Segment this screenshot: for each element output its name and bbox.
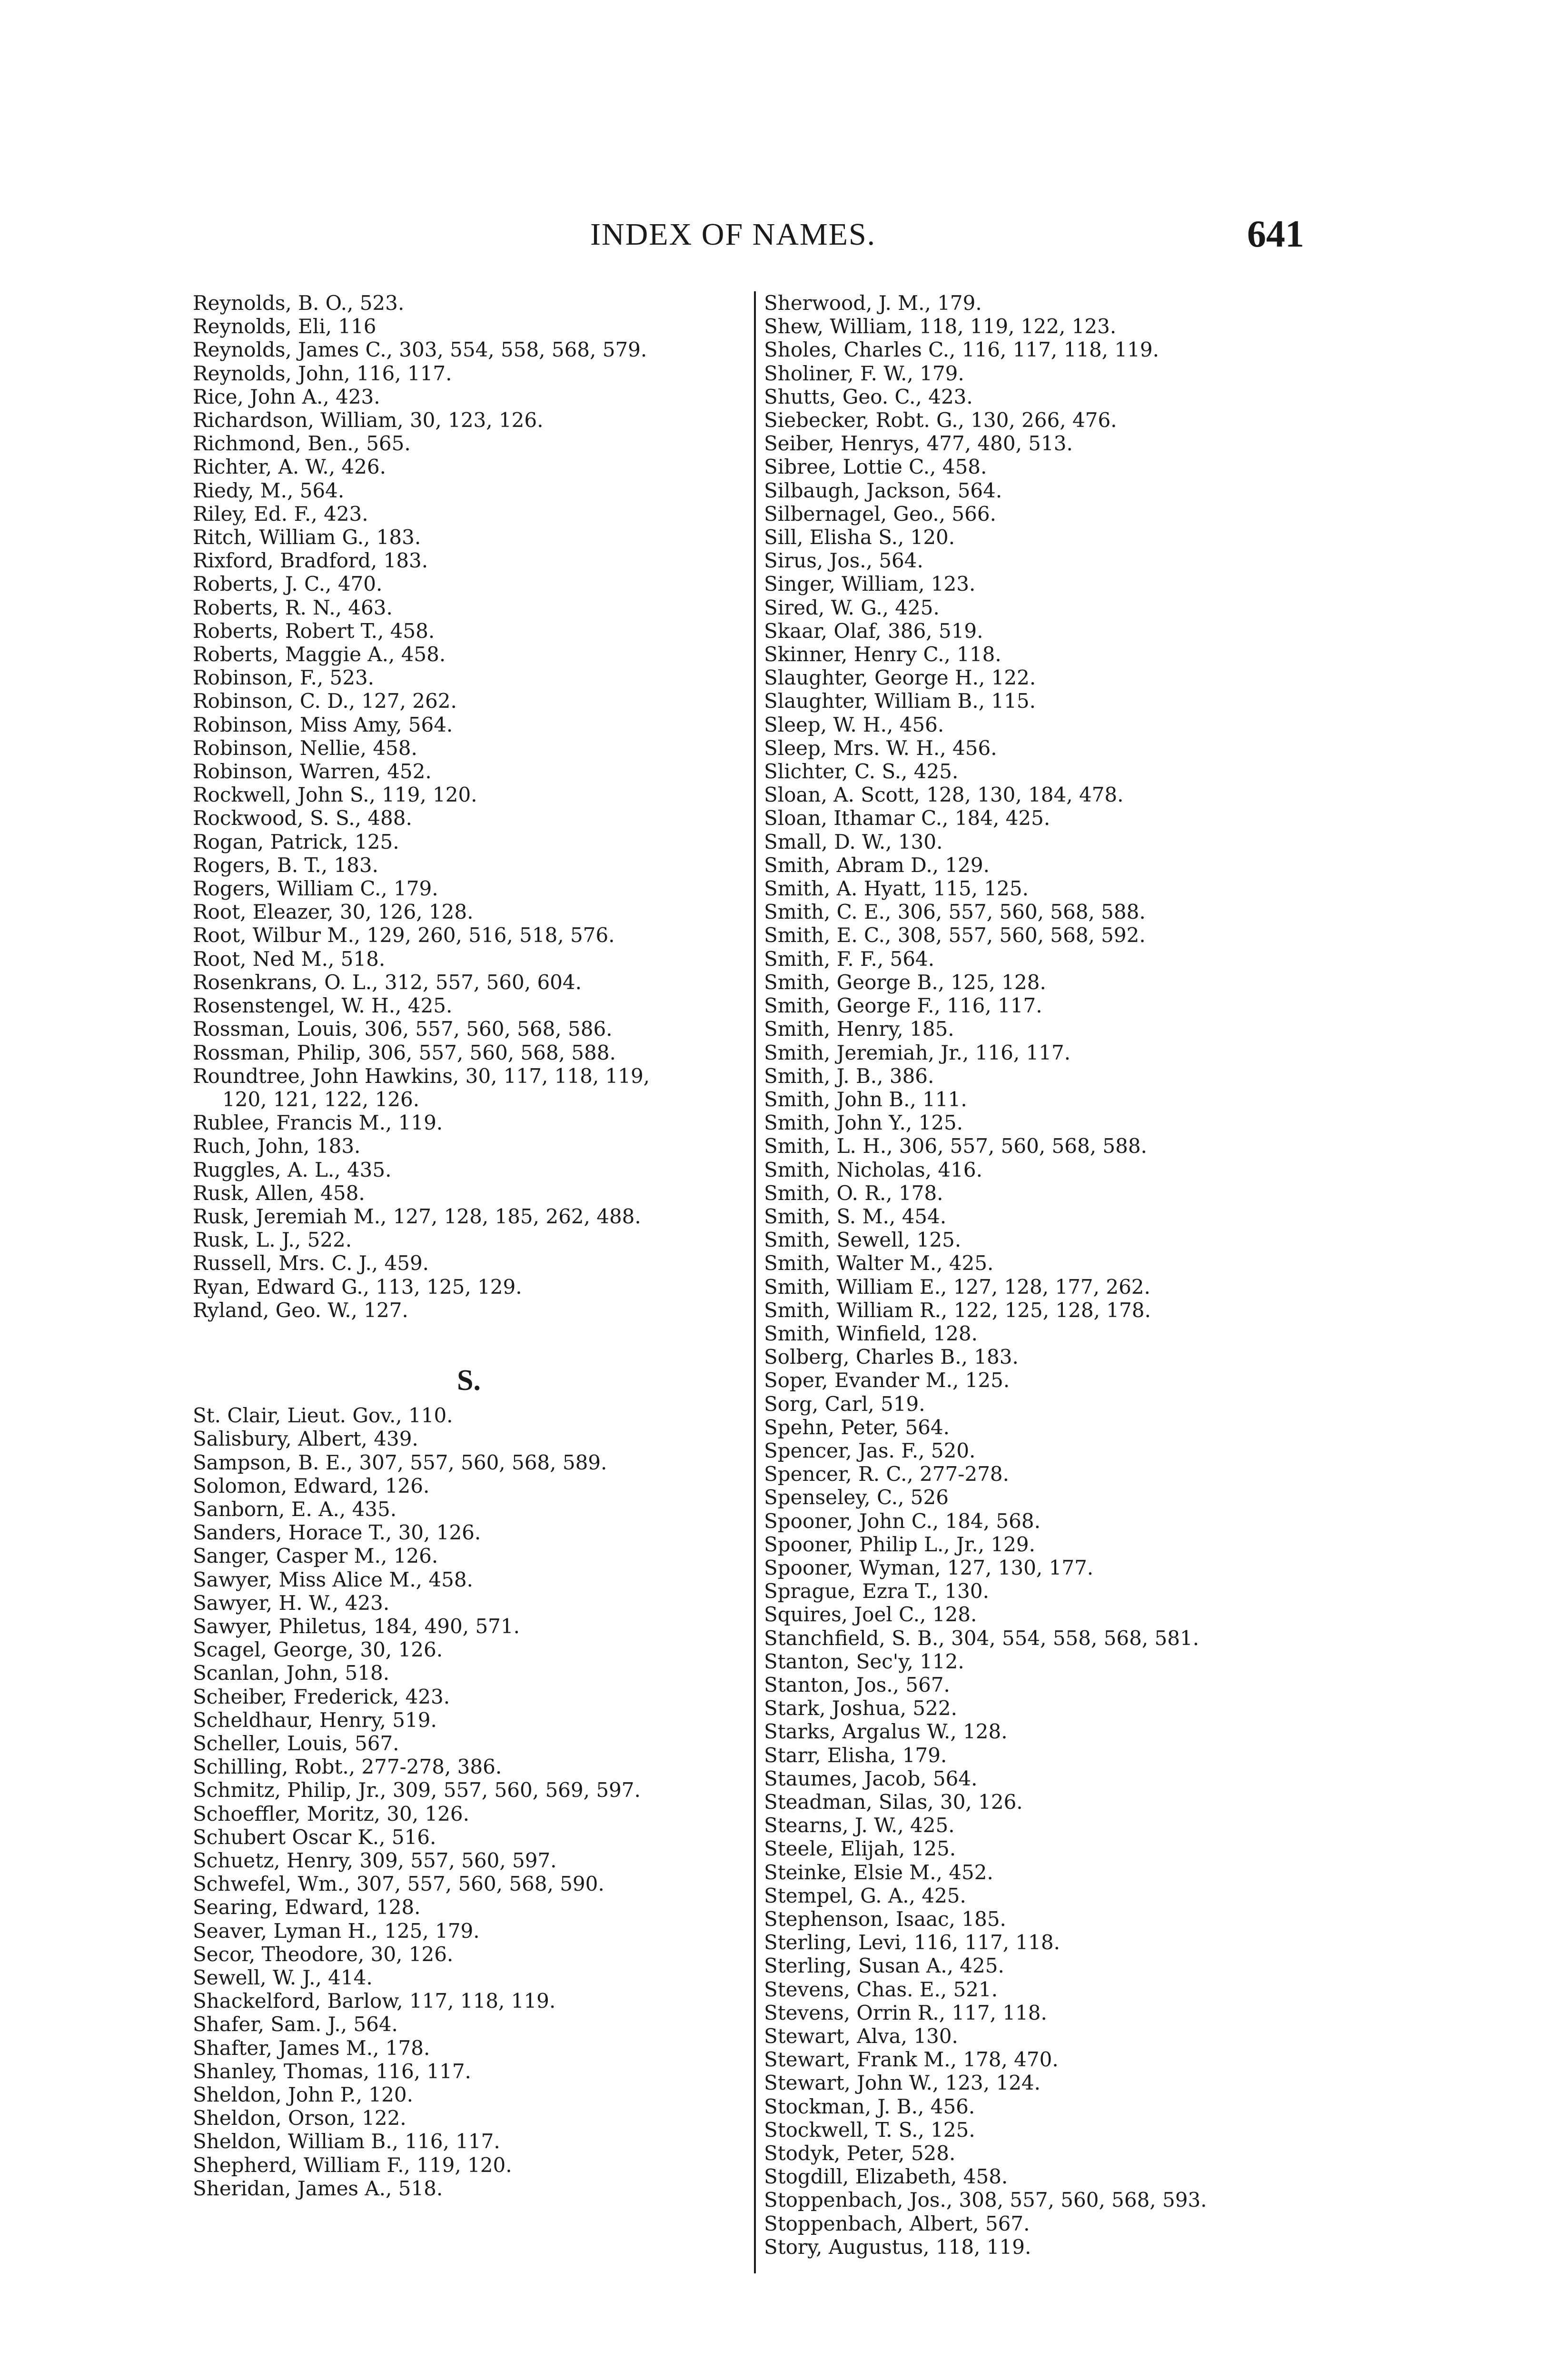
index-entry: Spooner, Wyman, 127, 130, 177. — [764, 1556, 1094, 1579]
index-entry: Schuetz, Henry, 309, 557, 560, 597. — [193, 1848, 557, 1872]
index-entry: Rogers, William C., 179. — [193, 877, 438, 901]
index-entry: Sloan, Ithamar C., 184, 425. — [764, 806, 1050, 830]
index-entry: Slaughter, George H., 122. — [764, 666, 1036, 690]
section-letter-heading: S. — [457, 1364, 481, 1397]
index-entry: Siebecker, Robt. G., 130, 266, 476. — [764, 408, 1117, 432]
index-list-right — [764, 291, 1335, 2259]
index-entry: Rockwell, John S., 119, 120. — [193, 783, 477, 807]
index-entry: Smith, C. E., 306, 557, 560, 568, 588. — [764, 900, 1146, 924]
column-divider — [754, 291, 756, 2273]
index-entry: Rusk, Jeremiah M., 127, 128, 185, 262, 488. — [193, 1204, 641, 1228]
index-entry: Stoppenbach, Jos., 308, 557, 560, 568, 593. — [764, 2188, 1207, 2212]
index-entry: Salisbury, Albert, 439. — [193, 1427, 418, 1451]
index-entry: Scagel, George, 30, 126. — [193, 1638, 443, 1662]
index-entry: Singer, William, 123. — [764, 572, 976, 596]
index-entry: Roberts, Robert T., 458. — [193, 619, 435, 643]
index-entry: Schubert Oscar K., 516. — [193, 1825, 436, 1849]
index-entry: Ryan, Edward G., 113, 125, 129. — [193, 1275, 522, 1299]
index-entry: Starks, Argalus W., 128. — [764, 1720, 1008, 1744]
index-entry: Rossman, Philip, 306, 557, 560, 568, 588. — [193, 1041, 616, 1064]
index-entry: Roundtree, John Hawkins, 30, 117, 118, 119, — [193, 1064, 650, 1088]
index-entry: Sterling, Levi, 116, 117, 118. — [764, 1931, 1060, 1954]
index-entry: Steele, Elijah, 125. — [764, 1837, 956, 1861]
index-entry: Sorg, Carl, 519. — [764, 1392, 925, 1416]
index-entry: Smith, George B., 125, 128. — [764, 970, 1046, 994]
index-entry: Stewart, John W., 123, 124. — [764, 2071, 1041, 2095]
index-entry: Stempel, G. A., 425. — [764, 1884, 966, 1907]
index-entry: Sleep, W. H., 456. — [764, 713, 944, 736]
index-entry: Sloan, A. Scott, 128, 130, 184, 478. — [764, 783, 1124, 807]
index-entry: Scheiber, Frederick, 423. — [193, 1685, 450, 1708]
index-entry: Stockman, J. B., 456. — [764, 2094, 975, 2118]
index-entry: Squires, Joel C., 128. — [764, 1603, 977, 1626]
index-column-left — [193, 291, 764, 2200]
index-entry: Shafer, Sam. J., 564. — [193, 2013, 398, 2036]
index-entry: Reynolds, John, 116, 117. — [193, 361, 452, 385]
index-entry: Spehn, Peter, 564. — [764, 1415, 950, 1439]
index-entry: Roberts, R. N., 463. — [193, 595, 393, 619]
index-entry: Smith, John B., 111. — [764, 1087, 967, 1111]
index-entry: Riedy, M., 564. — [193, 478, 345, 502]
index-entry: Silbernagel, Geo., 566. — [764, 502, 996, 526]
index-entry: Spencer, R. C., 277-278. — [764, 1462, 1009, 1486]
running-header — [590, 213, 1304, 269]
index-entry: Smith, L. H., 306, 557, 560, 568, 588. — [764, 1134, 1147, 1158]
index-entry: Smith, A. Hyatt, 115, 125. — [764, 877, 1029, 901]
index-entry: Smith, Henry, 185. — [764, 1017, 954, 1041]
index-entry: Sanders, Horace T., 30, 126. — [193, 1521, 481, 1545]
index-entry: Sholes, Charles C., 116, 117, 118, 119. — [764, 338, 1159, 362]
index-entry: Smith, Sewell, 125. — [764, 1228, 961, 1252]
index-entry: Spooner, John C., 184, 568. — [764, 1509, 1041, 1533]
index-entry: Smith, Abram D., 129. — [764, 853, 990, 877]
index-entry: Smith, O. R., 178. — [764, 1181, 943, 1205]
index-entry: Roberts, J. C., 470. — [193, 572, 383, 596]
index-entry: Sheldon, Orson, 122. — [193, 2106, 406, 2130]
page-title: INDEX OF NAMES. — [590, 217, 876, 252]
index-entry: Steinke, Elsie M., 452. — [764, 1860, 993, 1884]
index-entry: Rusk, Allen, 458. — [193, 1181, 365, 1205]
index-list-s — [193, 1404, 764, 2200]
index-entry: St. Clair, Lieut. Gov., 110. — [193, 1404, 453, 1428]
index-entry: 120, 121, 122, 126. — [222, 1087, 420, 1111]
index-entry: Smith, William E., 127, 128, 177, 262. — [764, 1275, 1150, 1299]
index-entry: Sheldon, William B., 116, 117. — [193, 2130, 500, 2153]
index-entry: Sherwood, J. M., 179. — [764, 291, 982, 315]
index-entry: Rogers, B. T., 183. — [193, 853, 378, 877]
index-entry: Reynolds, B. O., 523. — [193, 291, 405, 315]
index-list-r — [193, 291, 764, 1322]
index-entry: Riley, Ed. F., 423. — [193, 502, 368, 526]
index-entry: Sheridan, James A., 518. — [193, 2176, 443, 2200]
index-entry: Scheldhaur, Henry, 519. — [193, 1708, 437, 1732]
index-entry: Sleep, Mrs. W. H., 456. — [764, 736, 997, 760]
index-entry: Sanger, Casper M., 126. — [193, 1544, 438, 1568]
index-entry: Rice, John A., 423. — [193, 385, 380, 408]
index-entry: Root, Eleazer, 30, 126, 128. — [193, 900, 474, 924]
index-entry: Ryland, Geo. W., 127. — [193, 1298, 408, 1322]
index-entry: Schilling, Robt., 277-278, 386. — [193, 1755, 502, 1779]
index-entry: Starr, Elisha, 179. — [764, 1743, 947, 1767]
index-entry: Stanton, Jos., 567. — [764, 1673, 950, 1696]
index-entry: Ritch, William G., 183. — [193, 526, 421, 549]
index-entry: Steadman, Silas, 30, 126. — [764, 1790, 1023, 1814]
index-entry: Stewart, Alva, 130. — [764, 2024, 958, 2048]
index-entry: Small, D. W., 130. — [764, 830, 943, 853]
index-entry: Shackelford, Barlow, 117, 118, 119. — [193, 1989, 556, 2013]
index-entry: Root, Wilbur M., 129, 260, 516, 518, 576. — [193, 923, 615, 947]
index-entry: Stockwell, T. S., 125. — [764, 2118, 975, 2142]
index-entry: Sired, W. G., 425. — [764, 595, 940, 619]
index-entry: Sawyer, Philetus, 184, 490, 571. — [193, 1614, 520, 1638]
index-entry: Reynolds, James C., 303, 554, 558, 568, 579. — [193, 338, 647, 362]
index-entry: Robinson, Miss Amy, 564. — [193, 713, 453, 736]
index-entry: Root, Ned M., 518. — [193, 947, 386, 971]
index-entry: Silbaugh, Jackson, 564. — [764, 478, 1002, 502]
index-entry: Stodyk, Peter, 528. — [764, 2142, 956, 2165]
index-entry: Rusk, L. J., 522. — [193, 1228, 352, 1252]
index-entry: Stanton, Sec'y, 112. — [764, 1649, 964, 1673]
index-entry: Stearns, J. W., 425. — [764, 1814, 955, 1837]
index-entry: Solberg, Charles B., 183. — [764, 1345, 1019, 1369]
index-entry: Sewell, W. J., 414. — [193, 1966, 373, 1989]
index-entry: Stewart, Frank M., 178, 470. — [764, 2048, 1059, 2072]
index-entry: Sprague, Ezra T., 130. — [764, 1579, 989, 1603]
index-entry: Richmond, Ben., 565. — [193, 432, 411, 456]
index-column-right — [764, 291, 1335, 2259]
index-entry: Ruch, John, 183. — [193, 1134, 361, 1158]
index-entry: Stanchfield, S. B., 304, 554, 558, 568, 581. — [764, 1626, 1199, 1650]
index-entry: Sawyer, Miss Alice M., 458. — [193, 1567, 473, 1591]
index-entry: Skaar, Olaf, 386, 519. — [764, 619, 983, 643]
index-entry: Shew, William, 118, 119, 122, 123. — [764, 315, 1117, 338]
index-entry: Shanley, Thomas, 116, 117. — [193, 2059, 471, 2083]
index-entry: Schoeffler, Moritz, 30, 126. — [193, 1802, 469, 1825]
index-entry: Smith, Nicholas, 416. — [764, 1158, 982, 1181]
index-entry: Russell, Mrs. C. J., 459. — [193, 1251, 429, 1275]
index-entry: Sawyer, H. W., 423. — [193, 1591, 390, 1615]
index-entry: Robinson, Nellie, 458. — [193, 736, 417, 760]
index-entry: Richter, A. W., 426. — [193, 455, 386, 479]
index-entry: Stevens, Chas. E., 521. — [764, 1977, 998, 2001]
index-entry: Rixford, Bradford, 183. — [193, 549, 428, 573]
index-entry: Searing, Edward, 128. — [193, 1895, 421, 1919]
index-entry: Smith, E. C., 308, 557, 560, 568, 592. — [764, 923, 1146, 947]
index-entry: Scheller, Louis, 567. — [193, 1731, 399, 1755]
index-entry: Slaughter, William B., 115. — [764, 689, 1036, 713]
index-entry: Smith, John Y., 125. — [764, 1111, 963, 1135]
index-entry: Spencer, Jas. F., 520. — [764, 1438, 976, 1462]
index-entry: Reynolds, Eli, 116 — [193, 315, 377, 338]
index-entry: Richardson, William, 30, 123, 126. — [193, 408, 544, 432]
index-entry: Slichter, C. S., 425. — [764, 760, 959, 783]
index-entry: Smith, George F., 116, 117. — [764, 994, 1042, 1018]
index-entry: Robinson, C. D., 127, 262. — [193, 689, 457, 713]
index-entry: Smith, Winfield, 128. — [764, 1321, 978, 1345]
index-entry: Shepherd, William F., 119, 120. — [193, 2153, 512, 2177]
index-entry: Skinner, Henry C., 118. — [764, 643, 1001, 666]
index-entry: Solomon, Edward, 126. — [193, 1474, 430, 1497]
page-number: 641 — [1247, 213, 1304, 255]
index-entry: Rockwood, S. S., 488. — [193, 806, 412, 830]
index-entry: Shafter, James M., 178. — [193, 2036, 430, 2060]
index-entry: Rossman, Louis, 306, 557, 560, 568, 586. — [193, 1017, 613, 1041]
index-entry: Schmitz, Philip, Jr., 309, 557, 560, 569, 597. — [193, 1778, 641, 1802]
index-entry: Stogdill, Elizabeth, 458. — [764, 2165, 1008, 2189]
index-entry: Stoppenbach, Albert, 567. — [764, 2211, 1030, 2235]
index-entry: Smith, Walter M., 425. — [764, 1251, 994, 1275]
index-entry: Ruggles, A. L., 435. — [193, 1158, 392, 1181]
index-entry: Rosenkrans, O. L., 312, 557, 560, 604. — [193, 970, 582, 994]
index-entry: Seaver, Lyman H., 125, 179. — [193, 1919, 480, 1943]
section-spacer — [193, 1322, 764, 1357]
index-entry: Robinson, F., 523. — [193, 666, 375, 690]
index-entry: Sterling, Susan A., 425. — [764, 1954, 1004, 1978]
index-entry: Roberts, Maggie A., 458. — [193, 643, 446, 666]
index-entry: Smith, F. F., 564. — [764, 947, 935, 971]
index-entry: Rogan, Patrick, 125. — [193, 830, 399, 853]
index-entry: Soper, Evander M., 125. — [764, 1368, 1010, 1392]
index-entry: Scanlan, John, 518. — [193, 1661, 390, 1685]
index-entry: Sholiner, F. W., 179. — [764, 361, 964, 385]
index-entry: Staumes, Jacob, 564. — [764, 1766, 978, 1790]
index-entry: Shutts, Geo. C., 423. — [764, 385, 973, 408]
index-entry: Stevens, Orrin R., 117, 118. — [764, 2001, 1047, 2024]
index-entry: Robinson, Warren, 452. — [193, 760, 432, 783]
index-entry: Sill, Elisha S., 120. — [764, 526, 955, 549]
index-entry: Smith, William R., 122, 125, 128, 178. — [764, 1298, 1151, 1322]
index-entry: Stephenson, Isaac, 185. — [764, 1907, 1006, 1931]
index-entry: Sheldon, John P., 120. — [193, 2083, 413, 2107]
index-entry: Sirus, Jos., 564. — [764, 549, 923, 573]
index-entry: Rublee, Francis M., 119. — [193, 1111, 443, 1135]
index-entry: Rosenstengel, W. H., 425. — [193, 994, 453, 1018]
index-entry: Spooner, Philip L., Jr., 129. — [764, 1532, 1035, 1556]
index-entry: Story, Augustus, 118, 119. — [764, 2235, 1031, 2259]
index-entry: Secor, Theodore, 30, 126. — [193, 1942, 454, 1966]
index-entry: Stark, Joshua, 522. — [764, 1696, 957, 1720]
index-entry: Sibree, Lottie C., 458. — [764, 455, 987, 479]
index-entry: Sanborn, E. A., 435. — [193, 1497, 397, 1521]
index-entry: Schwefel, Wm., 307, 557, 560, 568, 590. — [193, 1872, 605, 1896]
index-entry: Smith, S. M., 454. — [764, 1204, 947, 1228]
index-entry: Sampson, B. E., 307, 557, 560, 568, 589. — [193, 1450, 607, 1474]
index-entry: Seiber, Henrys, 477, 480, 513. — [764, 432, 1073, 456]
index-entry: Smith, Jeremiah, Jr., 116, 117. — [764, 1041, 1071, 1064]
index-entry: Spenseley, C., 526 — [764, 1486, 949, 1509]
index-entry: Smith, J. B., 386. — [764, 1064, 934, 1088]
